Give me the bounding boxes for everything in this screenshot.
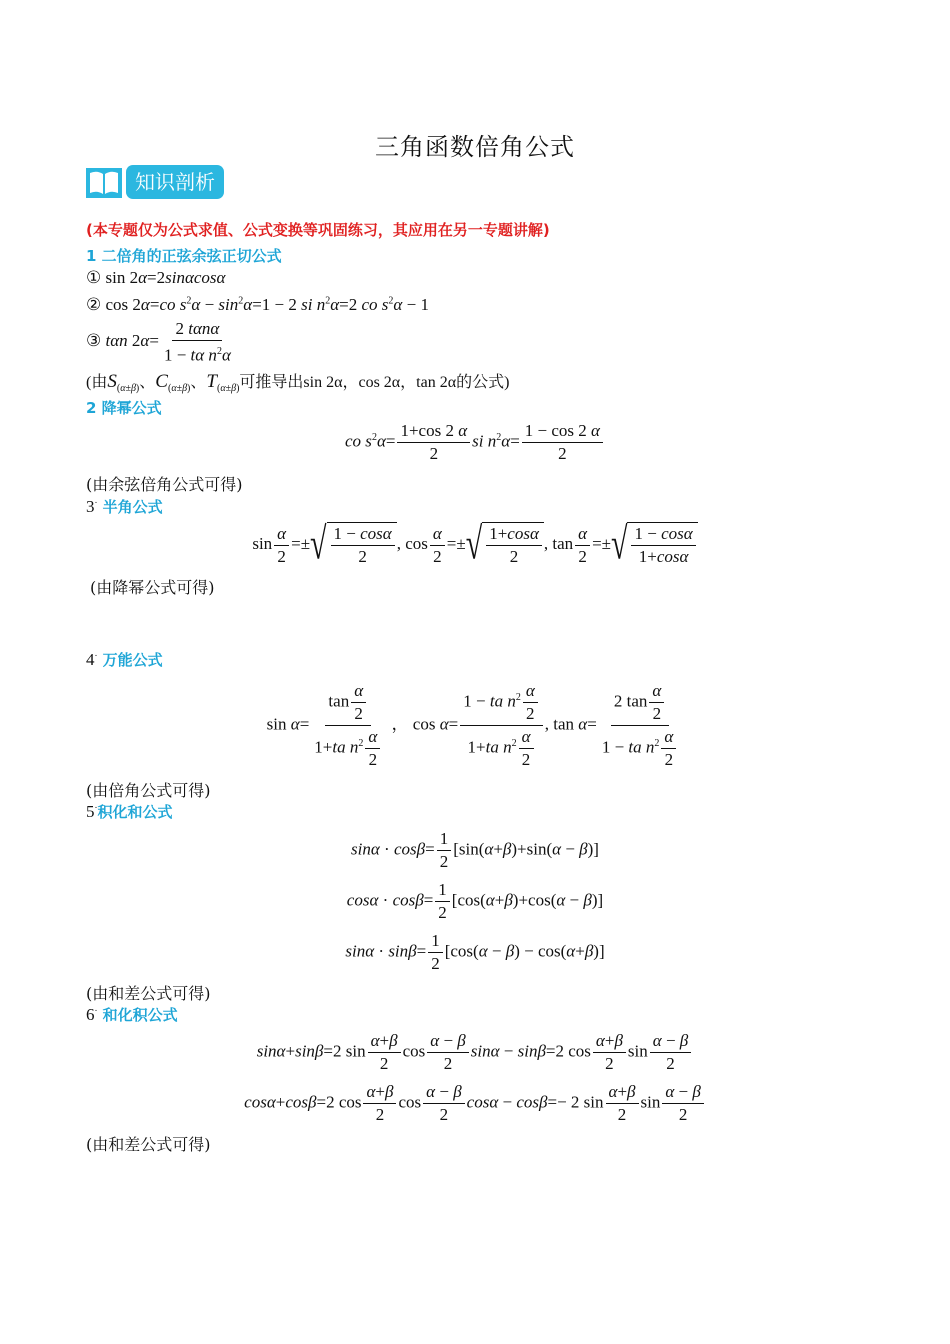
formula-half-angle: sin $\frac{\alpha}{2}$ =± √ $\frac{1 - \cos\alpha}{2}$ , cos $\frac{\alpha}{2}$ =± √ $\frac{1+\cos\alpha}{2}$ , tan $\frac{\alpha}{2}$ =± √ $\frac{1 - \cos\alpha}{1+\cos\alpha}$ [0, 522, 950, 568]
formula-product-3: sinα · sinβ= $\frac{1}{2}$ [cos(α − β) − cos(α+β)] [345, 931, 605, 973]
formula-sum-2: cosα+cosβ=2 cos $\frac{\alpha+\beta}{2}$ cos $\frac{\alpha - \beta}{2}$ cosα − cosβ=− 2 sin $\frac{\alpha+\beta}{2}$ sin $\frac{\alpha - \beta}{2}$ [0, 1081, 950, 1126]
section-6-note: (由和差公式可得) [86, 1135, 211, 1154]
section-6-heading: 和化积公式 [102, 1006, 178, 1024]
page-title: 三角函数倍角公式 [375, 133, 575, 161]
section-5-heading: 积化和公式 [97, 803, 173, 821]
section-3-number: 3 [86, 497, 95, 516]
section-5-heading-row: 5·积化和公式 [86, 802, 173, 821]
formula-power-reduction: co $s^2\alpha=$ $\frac{1+\cos 2 \alpha}{2}$ si $n^2\alpha=$ $\frac{1 - \cos 2 \alpha}{2}$ [0, 420, 950, 465]
formula-universal: sin α= tan $\frac{\alpha}{2}$ 1+ta $n^2$ $\frac{\alpha}{2}$ ， cos α= 1 − ta $n^2$ $\frac{\alpha}{2}$ 1+ta $n^2$ $\frac{\alpha}{2}$ , tan α= 2 tan $\frac{\alpha}{2}$ 1 − ta $n^2$ $\frac{\alpha}{2}$ [0, 680, 950, 771]
derive-note-suffix: 可推导出sin 2α，cos 2α，tan 2α的公式) [239, 374, 510, 391]
derive-note-prefix: (由 [86, 374, 108, 391]
section-4-number: 4 [86, 650, 95, 669]
derive-note: (由$S_{(\alpha\pm\beta)}$、$C_{(\alpha\pm\beta)}$、$T_{(\alpha\pm\beta)}$可推导出sin 2α，cos 2α，tan 2α的公式) [86, 371, 510, 394]
section-4-note: (由倍角公式可得) [86, 781, 211, 800]
section-2-heading: 2 降幂公式 [86, 399, 162, 417]
section-5-number: 5 [86, 802, 95, 821]
section-3-heading-row: 3· 半角公式 [86, 497, 163, 516]
formula-tan2a: ③ tαn 2α= $\frac{\text{2 tαnα}}{1 - t\alpha n^2\alpha}$ [86, 319, 231, 365]
section-3-note: (由降幂公式可得) [90, 578, 215, 597]
formula-sum-1: sinα+sinβ=2 sin $\frac{\alpha+\beta}{2}$ cos $\frac{\alpha - \beta}{2}$ sinα − sinβ=2 cos $\frac{\alpha+\beta}{2}$ sin $\frac{\alpha - \beta}{2}$ [0, 1030, 950, 1075]
book-icon [86, 164, 122, 200]
section-3-heading: 半角公式 [102, 498, 163, 516]
section-2-note: (由余弦倍角公式可得) [86, 475, 243, 494]
formula-product-1: sinα · cosβ= $\frac{1}{2}$ [sin(α+β)+sin(α − β)] [351, 829, 599, 871]
formula-sin2a: ① sin 2α=2sinαcosα [86, 268, 226, 287]
badge-label: 知识剖析 [126, 165, 224, 199]
section-1-heading: 1 二倍角的正弦余弦正切公式 [86, 247, 282, 265]
section-6-heading-row: 6· 和化积公式 [86, 1005, 178, 1024]
note-red: (本专题仅为公式求值、公式变换等巩固练习，其应用在另一专题讲解) [86, 221, 550, 239]
section-4-heading-row: 4· 万能公式 [86, 650, 163, 669]
section-5-note: (由和差公式可得) [86, 984, 211, 1003]
section-4-heading: 万能公式 [102, 651, 163, 669]
section-badge [86, 164, 224, 200]
formula-cos2a: ② cos 2α=co $s^2\alpha - \sin^2\alpha=1 - 2$ si $n^2\alpha=2$ co $s^2\alpha - 1$ [86, 295, 429, 314]
section-6-number: 6 [86, 1005, 95, 1024]
item-mark: ① [86, 268, 102, 287]
formula-product-2: cosα · cosβ= $\frac{1}{2}$ [cos(α+β)+cos(α − β)] [346, 880, 604, 922]
item-mark: ③ [86, 331, 102, 351]
item-mark: ② [86, 295, 102, 314]
